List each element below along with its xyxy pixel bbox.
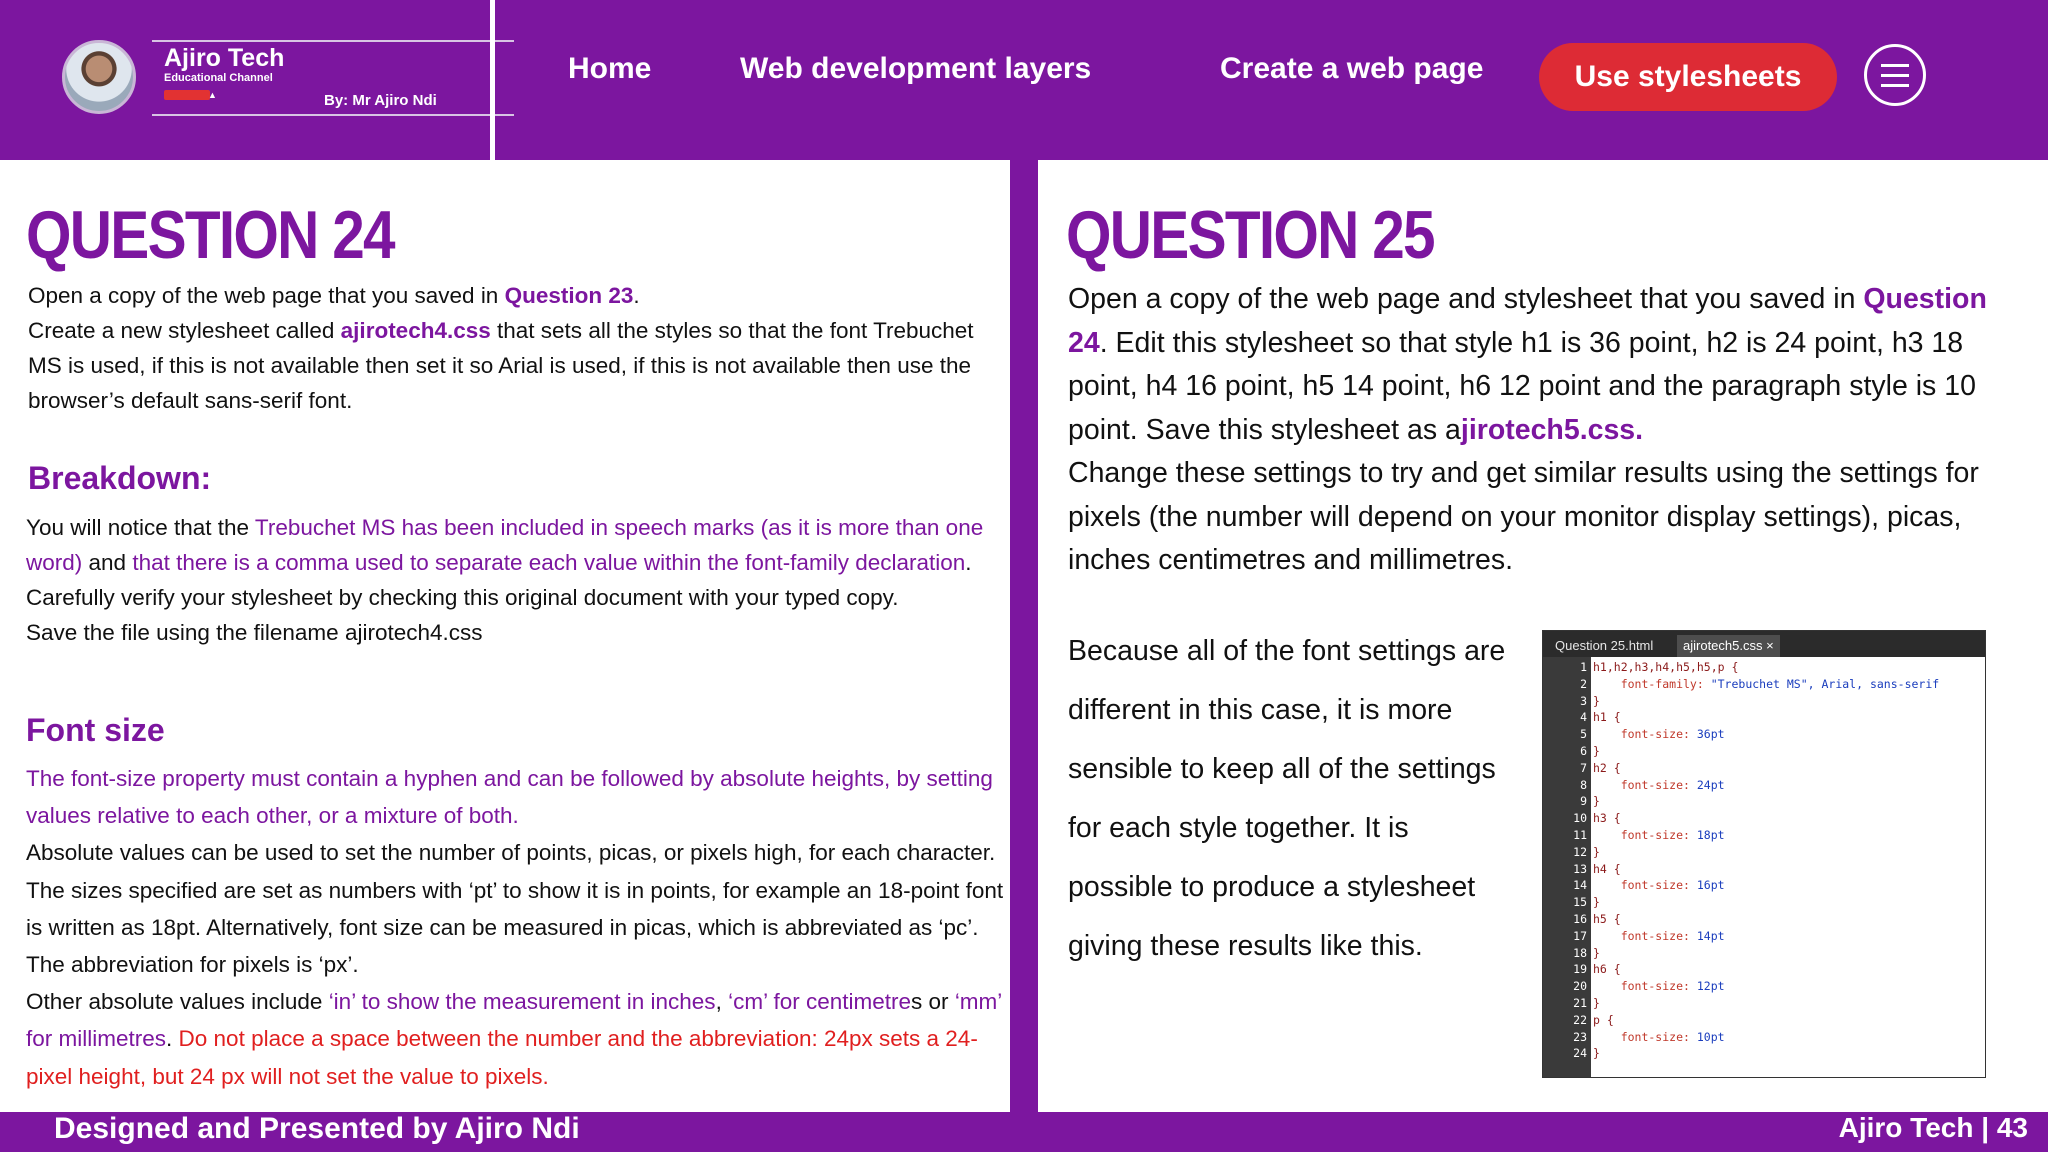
line-number: 20 (1573, 979, 1587, 994)
css-value: 36pt (1696, 727, 1725, 742)
code-text (1593, 1029, 1725, 1046)
breakdown-heading: Breakdown: (28, 460, 212, 496)
font-size-text-part: s or (911, 989, 955, 1015)
code-text (1593, 726, 1725, 743)
css-value: 14pt (1696, 928, 1725, 943)
font-size-highlight: ‘cm’ for centimetre (728, 989, 912, 1015)
css-property: font-size: (1593, 828, 1697, 842)
code-text (1593, 1045, 1600, 1062)
code-text (1593, 877, 1725, 894)
explanation-text: Because all of the font settings are different in this case, it is more sensible to keep all of the settings for each style together. It is possible to produce a stylesheet giving these results like this. (1068, 635, 1506, 962)
intro-text: that sets all the styles so that the font Trebuchet MS is used, if this is not available then set it so Arial is used, if this is not available then use the browser’s default sans-serif font. (28, 318, 974, 413)
css-value: 12pt (1696, 979, 1725, 994)
font-size-text-part: , (715, 989, 729, 1015)
breakdown-highlight: Trebuchet MS has been included in speech marks (as it is more than one word) (26, 515, 984, 575)
css-selector: } (1593, 945, 1600, 960)
channel-logo[interactable] (60, 38, 460, 118)
header-bar (0, 0, 2048, 160)
css-selector: } (1593, 844, 1600, 859)
code-text (1593, 978, 1725, 995)
intro-text: Create a new stylesheet called (28, 318, 341, 343)
css-selector: h1,h2,h3,h4,h5,h5,p { (1593, 660, 1739, 674)
hamburger-menu-icon[interactable] (1864, 44, 1926, 106)
breakdown-highlight: that there is a comma used to separate each value within the font-family declaration (132, 550, 966, 575)
line-number: 3 (1580, 693, 1587, 708)
css-value: "Trebuchet MS", Arial, sans-serif (1710, 676, 1940, 691)
line-number: 14 (1573, 878, 1587, 893)
code-text (1593, 928, 1725, 945)
line-number: 13 (1573, 861, 1587, 876)
breakdown-text-part: Save the file using the filename ajirotech4.css (26, 620, 483, 645)
line-number: 2 (1580, 676, 1587, 691)
code-text (1593, 844, 1600, 861)
cursor-icon: ▲ (208, 90, 217, 100)
avatar (62, 40, 136, 114)
intro-text: Change these settings to try and get similar results using the settings for pixels (the number will depend on your monitor display settings), picas, inches centimetres and millimetres. (1068, 457, 1979, 576)
question-24-panel (0, 160, 1010, 1112)
intro-text: . Edit this stylesheet so that style h1 is 36 point, h2 is 24 point, h3 18 point, h4 16 point, h5 14 point, h6 12 point and the paragraph style is 10 point. Save this stylesheet as a (1068, 326, 1976, 446)
css-value: 18pt (1696, 828, 1725, 842)
line-number: 18 (1573, 945, 1587, 960)
question-25-instructions (1068, 278, 2028, 583)
footer-credit: Designed and Presented by Ajiro Ndi (54, 1112, 580, 1145)
css-property: font-size: (1593, 727, 1697, 742)
css-value: 16pt (1696, 878, 1725, 893)
intro-text: Open a copy of the web page and stylesheet that you saved in (1068, 283, 1864, 315)
line-number: 15 (1573, 895, 1587, 910)
code-text (1593, 743, 1600, 760)
line-number: 11 (1573, 828, 1587, 842)
line-number: 6 (1580, 744, 1587, 758)
nav-use-stylesheets[interactable]: Use stylesheets (1539, 43, 1837, 111)
css-selector: } (1593, 1046, 1600, 1061)
code-text (1593, 945, 1600, 962)
css-property: font-size: (1593, 1029, 1697, 1044)
css-selector: } (1593, 744, 1600, 758)
line-number: 4 (1580, 710, 1587, 725)
code-editor-screenshot (1542, 630, 1986, 1078)
font-size-heading: Font size (26, 712, 165, 748)
intro-text: . (633, 283, 640, 308)
font-size-highlight: ‘in’ to show the measurement in inches (328, 989, 716, 1015)
css-selector: h2 { (1593, 760, 1621, 775)
font-size-text-part: Absolute values can be used to set the number of points, picas, or pixels high, for each character. The sizes specified are set as numbers with ‘pt’ to show it is in points, for example an 18-point font is written as 18pt. Alternatively, font size can be measured in picas, which is abbreviated as ‘pc’. The abbreviation for pixels is ‘px’. (26, 840, 1004, 978)
editor-tab-html[interactable]: Question 25.html (1555, 638, 1654, 653)
intro-text: Open a copy of the web page that you saved in (28, 283, 505, 308)
breakdown-text-part: . (965, 550, 972, 575)
css-selector: } (1593, 794, 1600, 809)
code-text (1593, 911, 1621, 928)
font-size-warning: Do not place a space between the number and the abbreviation: 24px sets a 24-pixel height, but 24 px will not set the value to pixels. (26, 1026, 978, 1089)
filename-highlight: jirotech5.css. (1460, 413, 1644, 446)
header-divider (490, 0, 495, 160)
font-size-highlight: The font-size property must contain a hyphen and can be followed by absolute heights, by setting values relative to each other, or a mixture of both. (26, 766, 993, 829)
line-number: 24 (1573, 1046, 1587, 1061)
css-selector: } (1593, 996, 1600, 1010)
css-property: font-size: (1593, 878, 1697, 893)
css-selector: h4 { (1593, 861, 1621, 876)
editor-tab-bar (1543, 631, 1985, 657)
question-24-instructions (28, 278, 988, 418)
breakdown-text-part: You will notice that the (26, 515, 255, 540)
question-reference: Question 23 (504, 283, 634, 308)
line-number: 23 (1573, 1029, 1587, 1044)
css-property: font-size: (1593, 979, 1697, 994)
line-number: 9 (1580, 794, 1587, 809)
line-number: 21 (1573, 996, 1587, 1010)
line-number: 10 (1573, 811, 1587, 826)
line-number: 16 (1573, 912, 1587, 926)
editor-tab-css[interactable]: ajirotech5.css × (1677, 635, 1780, 657)
code-text (1593, 693, 1600, 710)
code-text (1593, 1012, 1614, 1029)
line-number: 17 (1573, 928, 1587, 943)
question-25-title: QUESTION 25 (1066, 197, 1434, 273)
breakdown-text-part: Carefully verify your stylesheet by checking this original document with your typed copy. (26, 585, 899, 610)
logo-divider (152, 114, 514, 116)
font-size-text (26, 760, 1006, 1095)
nav-home[interactable]: Home (568, 52, 652, 85)
code-text (1593, 709, 1621, 726)
subscribe-button[interactable] (164, 90, 210, 100)
line-number: 12 (1573, 844, 1587, 859)
code-text (1593, 760, 1621, 777)
css-selector: h3 { (1593, 811, 1621, 826)
css-value: 24pt (1696, 777, 1725, 792)
font-size-highlight: ‘mm’ for millimetres (26, 989, 1002, 1052)
logo-byline: By: Mr Ajiro Ndi (324, 92, 437, 109)
line-number: 8 (1580, 777, 1587, 792)
nav-web-development-layers[interactable]: Web development layers (740, 52, 1092, 85)
code-text (1593, 777, 1725, 794)
breakdown-text-part: and (82, 550, 133, 575)
line-number: 1 (1580, 660, 1587, 674)
code-text (1593, 793, 1600, 810)
line-number: 5 (1580, 727, 1587, 742)
logo-subtitle: Educational Channel (164, 72, 273, 84)
line-number: 19 (1573, 962, 1587, 977)
breakdown-text (26, 510, 996, 650)
line-number: 7 (1580, 760, 1587, 775)
css-selector: h5 { (1593, 912, 1621, 926)
question-25-panel (1038, 160, 2048, 1112)
logo-title: Ajiro Tech (164, 44, 285, 72)
nav-create-a-web-page[interactable]: Create a web page (1220, 52, 1484, 85)
code-text (1593, 827, 1725, 844)
css-value: 10pt (1696, 1029, 1725, 1044)
code-text (1593, 676, 1939, 693)
css-selector: p { (1593, 1012, 1614, 1027)
font-size-text-part: . (166, 1026, 179, 1052)
code-text (1593, 995, 1600, 1012)
css-property: font-size: (1593, 777, 1697, 792)
question-24-title: QUESTION 24 (26, 197, 394, 273)
question-reference: Question 24 (1068, 283, 1987, 359)
code-text (1593, 894, 1600, 911)
code-text (1593, 861, 1621, 878)
code-text (1593, 961, 1621, 978)
footer-page-number: Ajiro Tech | 43 (1838, 1112, 2028, 1143)
code-text (1593, 659, 1738, 676)
css-property: font-family: (1593, 676, 1711, 691)
css-selector: } (1593, 693, 1600, 708)
filename-highlight: ajirotech4.css (340, 318, 491, 343)
css-property: font-size: (1593, 928, 1697, 943)
font-size-text-part: Other absolute values include (26, 989, 329, 1015)
logo-divider (152, 40, 514, 42)
css-selector: h6 { (1593, 962, 1621, 977)
code-text (1593, 810, 1621, 827)
line-number: 22 (1573, 1012, 1587, 1027)
css-selector: h1 { (1593, 710, 1621, 725)
css-selector: } (1593, 895, 1600, 910)
